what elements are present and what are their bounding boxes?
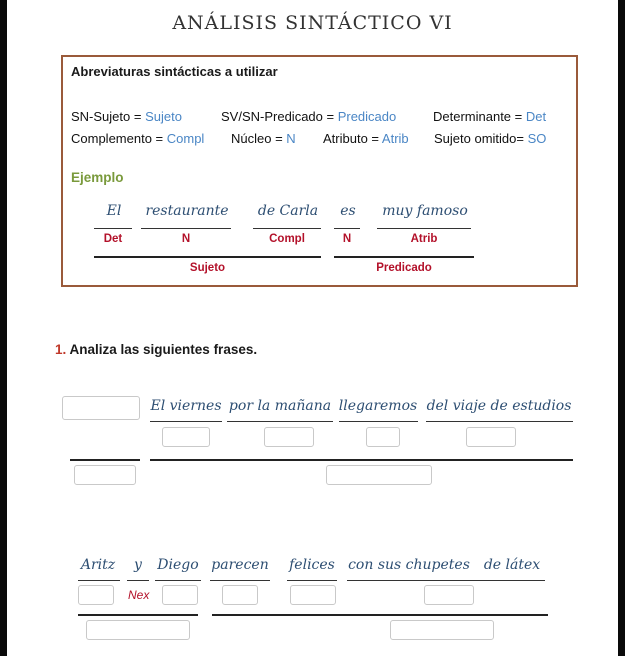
word-underline <box>227 421 333 422</box>
example-tag: Atrib <box>410 233 438 245</box>
answer-box-sentence2-predicate[interactable] <box>390 620 494 640</box>
legend-complement <box>71 131 204 146</box>
example-group-subject: Sujeto <box>189 262 226 274</box>
sentence1-word: El viernes <box>150 398 222 414</box>
legend-label: Complemento = <box>71 131 167 146</box>
legend-abbr: SO <box>527 131 547 146</box>
sentence2-word: y <box>134 557 142 573</box>
right-border <box>618 0 625 656</box>
group-rule <box>150 459 573 461</box>
legend-abbr: Atrib <box>381 131 409 146</box>
example-word: restaurante <box>145 203 229 219</box>
legend-abbr: Det <box>525 109 547 124</box>
answer-box-sentence2-word4[interactable] <box>222 585 258 605</box>
example-label: Ejemplo <box>71 170 124 185</box>
word-underline <box>94 228 132 229</box>
example-word: de Carla <box>257 203 319 219</box>
example-word: muy famoso <box>382 203 468 219</box>
word-underline <box>141 228 231 229</box>
word-underline <box>334 228 360 229</box>
sentence2-word: parecen <box>211 557 269 573</box>
predicate-rule <box>334 256 474 258</box>
word-underline <box>426 421 573 422</box>
word-underline <box>127 580 149 581</box>
legend-label: Núcleo = <box>231 131 287 146</box>
answer-box-sentence1-word1[interactable] <box>162 427 210 447</box>
page-title: ANÁLISIS SINTÁCTICO VI <box>172 12 453 34</box>
answer-box-sentence1-subject[interactable] <box>74 465 136 485</box>
sentence2-word: Aritz <box>80 557 116 573</box>
example-tag: N <box>342 233 352 245</box>
word-underline <box>287 580 337 581</box>
example-tag: Compl <box>269 233 305 245</box>
sentence2-word: Diego <box>157 557 199 573</box>
sentence1-word: llegaremos <box>338 398 418 414</box>
group-rule <box>78 614 198 616</box>
legend-abbr: N <box>286 131 296 146</box>
sentence2-word: de látex <box>483 557 541 573</box>
example-word: El <box>106 203 122 219</box>
answer-box-sentence1-word3[interactable] <box>366 427 400 447</box>
legend-attribute <box>323 131 409 146</box>
abbreviations-box <box>61 55 578 287</box>
exercise-instruction <box>55 342 257 357</box>
word-underline <box>339 421 418 422</box>
nexus-tag: Nex <box>128 588 150 602</box>
answer-box-sentence2-subject[interactable] <box>86 620 190 640</box>
legend-predicate <box>221 109 396 124</box>
word-underline <box>210 580 270 581</box>
example-tag: N <box>181 233 191 245</box>
group-rule <box>70 459 140 461</box>
example-tag: Det <box>103 233 123 245</box>
word-underline <box>150 421 222 422</box>
answer-box-sentence1-omitted[interactable] <box>62 396 140 420</box>
answer-box-sentence1-word2[interactable] <box>264 427 314 447</box>
legend-subject <box>71 109 182 124</box>
legend-abbr: Compl <box>166 131 205 146</box>
legend-label: Sujeto omitido= <box>434 131 528 146</box>
group-rule <box>212 614 548 616</box>
example-word: es <box>340 203 356 219</box>
word-underline <box>155 580 201 581</box>
answer-box-sentence2-word5[interactable] <box>290 585 336 605</box>
sentence2-word: con sus chupetes <box>348 557 470 573</box>
legend-determiner <box>433 109 546 124</box>
legend-label: SV/SN-Predicado = <box>221 109 338 124</box>
word-underline <box>347 580 545 581</box>
word-underline <box>253 228 321 229</box>
left-border <box>0 0 7 656</box>
example-group-predicate: Predicado <box>376 262 432 274</box>
legend-abbr: Sujeto <box>145 109 182 124</box>
subject-rule <box>94 256 321 258</box>
legend-nucleus <box>231 131 296 146</box>
exercise-number: 1. <box>55 342 67 357</box>
answer-box-sentence2-word1[interactable] <box>78 585 114 605</box>
exercise-text: Analiza las siguientes frases. <box>66 342 258 357</box>
answer-box-sentence2-complement[interactable] <box>424 585 474 605</box>
legend-label: Determinante = <box>433 109 526 124</box>
sentence1-word: por la mañana <box>228 398 332 414</box>
legend-label: Atributo = <box>323 131 382 146</box>
answer-box-sentence2-word3[interactable] <box>162 585 198 605</box>
answer-box-sentence1-word4[interactable] <box>466 427 516 447</box>
abbreviations-heading: Abreviaturas sintácticas a utilizar <box>71 64 278 79</box>
sentence1-word: del viaje de estudios <box>426 398 572 414</box>
legend-omitted-subject <box>434 131 546 146</box>
legend-abbr: Predicado <box>337 109 397 124</box>
legend-label: SN-Sujeto = <box>71 109 146 124</box>
sentence2-word: felices <box>289 557 335 573</box>
word-underline <box>377 228 471 229</box>
word-underline <box>78 580 120 581</box>
answer-box-sentence1-predicate[interactable] <box>326 465 432 485</box>
